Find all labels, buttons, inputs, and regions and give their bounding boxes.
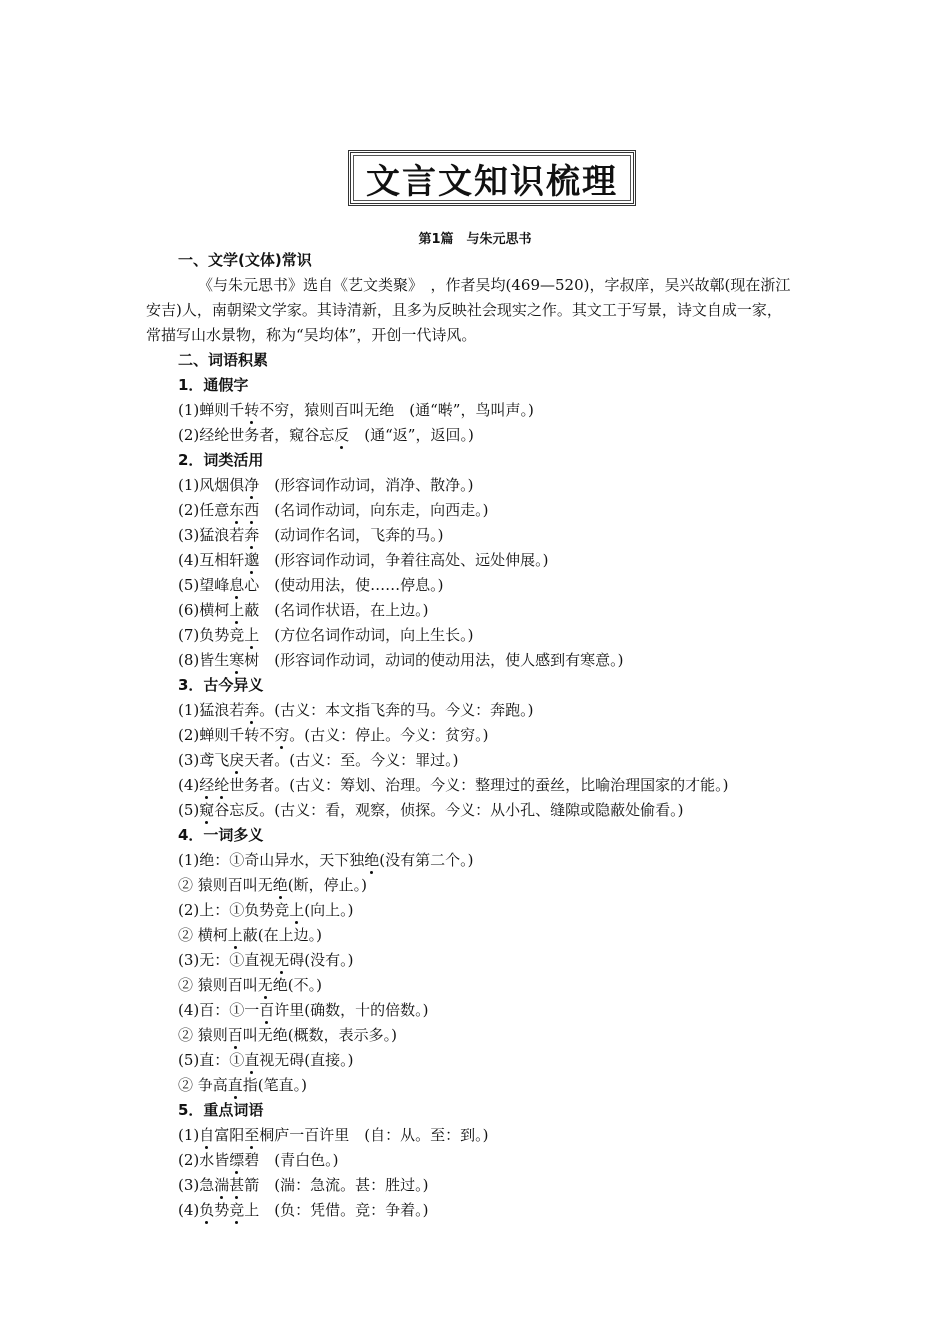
text-segment: 世务者。(古义：筹划、治理。今义：整理过的蚕丝，比喻治理国家的才能。): [229, 776, 729, 794]
emphasis-dot-char: 窥: [199, 801, 215, 819]
emphasis-dot-char: 湍: [214, 1176, 230, 1194]
text-segment: (4): [178, 776, 200, 794]
text-segment: 5．重点词语: [178, 1101, 264, 1119]
emphasis-dot-char: 无: [274, 951, 290, 969]
text-segment: (动词作名词，飞奔的马。): [259, 526, 444, 544]
text-line: [198, 275, 790, 295]
text-segment: 4．一词多义: [178, 826, 264, 844]
emphasis-dot-char: 寒: [229, 651, 245, 669]
text-line: [178, 525, 443, 545]
emphasis-dot-char: 绝: [272, 876, 288, 894]
text-segment: 碍(没有。): [289, 951, 354, 969]
text-line: [178, 600, 428, 620]
section-heading: [178, 450, 263, 470]
section-heading: [178, 675, 263, 695]
text-line: [178, 725, 488, 745]
emphasis-dot-char: 转: [244, 401, 260, 419]
text-segment: (断，停止。): [287, 876, 368, 894]
text-segment: 。(古义：本文指飞奔的马。今义：奔跑。): [259, 701, 534, 719]
emphasis-dot-char: 百: [227, 1026, 243, 1044]
text-segment: (1): [178, 1126, 200, 1144]
emphasis-dot-char: 上: [244, 626, 260, 644]
emphasis-dot-char: 奔: [244, 526, 260, 544]
text-line: [178, 550, 548, 570]
text-segment: (名词作动词，向东走，向西走。): [259, 501, 489, 519]
text-segment: 叫无绝(概数，表示多。): [242, 1026, 398, 1044]
text-segment: (6)横柯: [178, 601, 230, 619]
emphasis-dot-char: 甚: [229, 1176, 245, 1194]
text-line: [178, 750, 458, 770]
emphasis-dot-char: 绝: [364, 851, 380, 869]
text-segment: (4)百：①一: [178, 1001, 260, 1019]
text-line: [146, 300, 782, 320]
text-segment: 富阳: [214, 1126, 245, 1144]
text-line: [178, 900, 353, 920]
text-segment: 1．通假字: [178, 376, 249, 394]
emphasis-dot-char: 邈: [244, 551, 260, 569]
text-line: [178, 1150, 338, 1170]
text-segment: (3)猛浪若: [178, 526, 245, 544]
text-segment: ② 猿则: [178, 1026, 228, 1044]
text-segment: (2)经纶世务者，窥谷忘: [178, 426, 335, 444]
text-segment: 安吉)人，南朝梁文学家。其诗清新，且多为反映社会现实之作。其文工于写景，诗文自成一家，: [146, 301, 782, 319]
emphasis-dot-char: 穷: [274, 726, 290, 744]
emphasis-dot-char: 负: [199, 1201, 215, 1219]
text-segment: (3)急: [178, 1176, 215, 1194]
emphasis-dot-char: 上: [229, 601, 245, 619]
emphasis-dot-char: 净: [244, 476, 260, 494]
emphasis-dot-char: 缥: [229, 1151, 245, 1169]
text-segment: 绝(不。): [272, 976, 323, 994]
text-line: [178, 950, 353, 970]
text-line: [178, 775, 729, 795]
text-segment: (4): [178, 1201, 200, 1219]
text-line: [178, 1075, 307, 1095]
text-segment: (2)蝉则千转不: [178, 726, 275, 744]
emphasis-dot-char: 反: [334, 426, 350, 444]
text-segment: 碧 (青白色。): [244, 1151, 339, 1169]
text-segment: 许里(确数，十的倍数。): [274, 1001, 429, 1019]
text-segment: (形容词作动词，消净、散净。): [259, 476, 474, 494]
text-segment: (2)上：①负势竞: [178, 901, 290, 919]
text-segment: (1)绝：①奇山异水，天下独: [178, 851, 365, 869]
text-segment: 心 (使动用法，使……停息。): [244, 576, 444, 594]
text-segment: ② 横柯: [178, 926, 228, 944]
text-segment: (8)皆生: [178, 651, 230, 669]
text-line: [178, 500, 489, 520]
text-line: [178, 475, 473, 495]
text-segment: 2．词类活用: [178, 451, 264, 469]
section-heading: [178, 350, 268, 370]
text-line: [178, 975, 322, 995]
text-line: [146, 325, 476, 345]
text-line: [178, 925, 322, 945]
section-subtitle: 第1篇 与朱元思书: [418, 232, 532, 247]
text-segment: 蔽(在上边。): [242, 926, 323, 944]
text-line: [178, 1050, 353, 1070]
emphasis-dot-char: 西: [244, 501, 260, 519]
emphasis-dot-char: 戾: [229, 751, 245, 769]
text-segment: 箭 (湍：急流。甚：胜过。): [244, 1176, 429, 1194]
emphasis-dot-char: 上: [289, 901, 305, 919]
text-line: [178, 400, 534, 420]
section-heading: [178, 1100, 263, 1120]
emphasis-dot-char: 奔: [244, 701, 260, 719]
text-segment: (方位名词作动词，向上生长。): [259, 626, 474, 644]
emphasis-dot-char: 上: [227, 926, 243, 944]
text-segment: 视无碍(直接。): [259, 1051, 354, 1069]
section-heading: [178, 825, 263, 845]
text-segment: (通“返”，返回。): [349, 426, 474, 444]
emphasis-dot-char: 直: [244, 1051, 260, 1069]
text-line: [178, 700, 533, 720]
text-segment: (1)风烟俱: [178, 476, 245, 494]
text-segment: (向上。): [304, 901, 354, 919]
text-segment: (5): [178, 801, 200, 819]
emphasis-dot-char: 竞: [229, 1201, 245, 1219]
text-line: [178, 625, 473, 645]
text-segment: (5)望峰: [178, 576, 230, 594]
emphasis-dot-char: 东: [229, 501, 245, 519]
text-segment: 《与朱元思书》选自《艺文类聚》 ，作者吴均(469—520)，字叔庠，吴兴故鄣(现在浙江: [198, 276, 791, 294]
text-segment: ② 争高: [178, 1076, 228, 1094]
emphasis-dot-char: 经: [199, 776, 215, 794]
text-segment: (3)无：①直视: [178, 951, 275, 969]
text-line: [178, 800, 683, 820]
text-segment: (3)鸢飞: [178, 751, 230, 769]
text-line: [178, 1200, 429, 1220]
text-segment: 。(古义：停止。今义：贫穷。): [289, 726, 489, 744]
emphasis-dot-char: 纶: [214, 776, 230, 794]
text-segment: 桐庐一百许里 (自：从。至：到。): [259, 1126, 489, 1144]
section-heading: [178, 375, 248, 395]
text-segment: 树 (形容词作动词，动词的使动用法，使人感到有寒意。): [244, 651, 624, 669]
emphasis-dot-char: 至: [244, 1126, 260, 1144]
emphasis-dot-char: 无: [257, 976, 273, 994]
text-segment: (2)水皆: [178, 1151, 230, 1169]
text-segment: 二、词语积累: [178, 351, 269, 369]
text-segment: 蔽 (名词作状语，在上边。): [244, 601, 429, 619]
text-segment: 3．古今异义: [178, 676, 264, 694]
emphasis-dot-char: 直: [227, 1076, 243, 1094]
emphasis-dot-char: 息: [229, 576, 245, 594]
text-segment: 天者。(古义：至。今义：罪过。): [244, 751, 459, 769]
text-line: [178, 850, 473, 870]
text-segment: (形容词作动词，争着往高处、远处伸展。): [259, 551, 549, 569]
section-heading: [178, 250, 312, 270]
text-line: [178, 875, 367, 895]
text-segment: 不穷，猿则百叫无绝 (通“啭”，鸟叫声。): [259, 401, 534, 419]
text-segment: 一、文学(文体)常识: [178, 251, 312, 269]
text-segment: 势: [214, 1201, 230, 1219]
text-line: [178, 1125, 489, 1145]
text-segment: (4)互相轩: [178, 551, 245, 569]
text-segment: (1)猛浪若: [178, 701, 245, 719]
text-line: [178, 1025, 397, 1045]
emphasis-dot-char: 自: [199, 1126, 215, 1144]
text-segment: (7)负势竞: [178, 626, 245, 644]
text-line: [178, 1175, 429, 1195]
text-line: [178, 575, 443, 595]
text-segment: 指(笔直。): [242, 1076, 308, 1094]
text-segment: 上 (负：凭借。竞：争着。): [244, 1201, 429, 1219]
text-line: [178, 1000, 428, 1020]
text-segment: (5)直：①: [178, 1051, 245, 1069]
text-segment: ② 猿则百叫: [178, 976, 258, 994]
emphasis-dot-char: 百: [259, 1001, 275, 1019]
text-segment: 常描写山水景物，称为“吴均体”，开创一代诗风。: [146, 326, 477, 344]
text-line: [178, 650, 623, 670]
page-title: 文言文知识梳理: [366, 161, 618, 202]
text-line: [178, 425, 474, 445]
text-segment: ② 猿则百叫无: [178, 876, 273, 894]
text-segment: 谷忘反。(古义：看，观察，侦探。今义：从小孔、缝隙或隐蔽处偷看。): [214, 801, 684, 819]
title-frame: [348, 150, 636, 206]
text-segment: (1)蝉则千: [178, 401, 245, 419]
text-segment: (没有第二个。): [379, 851, 474, 869]
text-segment: (2)任意: [178, 501, 230, 519]
